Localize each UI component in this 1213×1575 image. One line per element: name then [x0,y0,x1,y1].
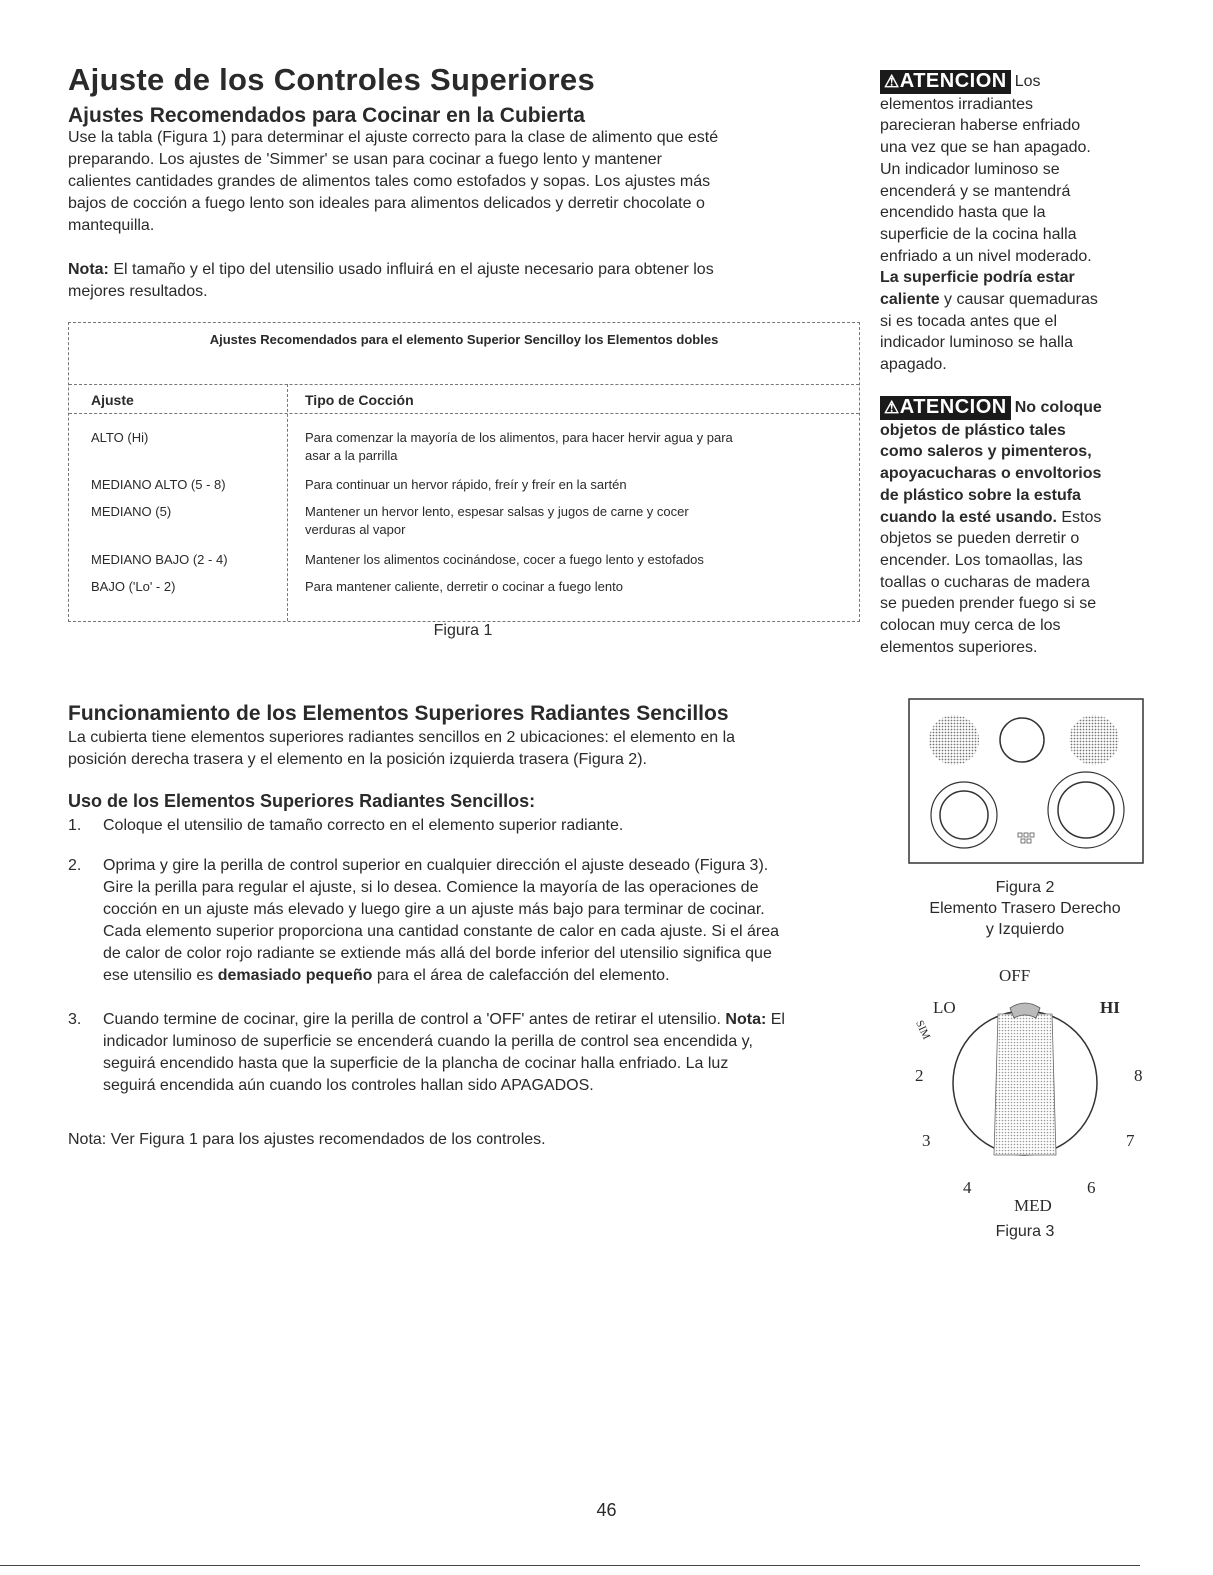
step-2 [68,855,883,987]
rear-right-element [1069,715,1119,765]
step-text: de calor de color rojo radiante se extiende más allá del borde inferior del utensilio significa que [103,945,772,962]
table-cell-setting: MEDIANO BAJO (2 - 4) [91,552,228,567]
table-cell-setting: MEDIANO ALTO (5 - 8) [91,477,226,492]
rear-left-element [929,715,979,765]
warning-text: encenderá y se mantendrá [880,182,1071,200]
note-label: Nota: [68,261,109,278]
knob-label-6: 6 [1087,1178,1096,1197]
section1-note [68,259,858,303]
step-bold-text: Nota: [725,1011,767,1028]
warning-text: indicador luminoso se halla [880,334,1073,352]
warning-bold-text: La superficie podría estar [880,269,1075,287]
warning-text: una vez que se han apagado. [880,139,1091,157]
step-text: para el área de calefacción del elemento. [372,967,670,984]
warning-text: si es tocada antes que el [880,312,1058,330]
warning-text: encender. Los tomaollas, las [880,551,1083,569]
warning-text: y causar quemaduras [939,291,1098,309]
table-cell-cooking: Para continuar un hervor rápido, freír y freír en la sartén [305,477,627,492]
warning-text: elementos superiores. [880,638,1038,656]
figure2-caption [905,877,1145,940]
cell-line: Mantener un hervor lento, espesar salsas y jugos de carne y cocer [305,504,689,519]
step-text: Cuando termine de cocinar, gire la perilla de control a 'OFF' antes de retirar el utensilio. [103,1011,726,1028]
knob-label-hi: HI [1100,998,1120,1017]
knob-label-sim: SIM [913,1018,933,1042]
step-text: Cada elemento superior proporciona una cantidad constante de calor en cada ajuste. Si el área [103,923,779,940]
section1-paragraph [68,127,858,237]
para-line: La cubierta tiene elementos superiores radiantes sencillos en 2 ubicaciones: el elemento en la [68,729,736,746]
step-text: ese utensilio es [103,967,218,984]
cell-line: verduras al vapor [305,522,406,537]
para-line: calientes cantidades grandes de alimentos tales como estofados y sopas. Los ajustes más [68,173,711,190]
page-number: 46 [596,1500,617,1520]
warning-text: Un indicador luminoso se [880,160,1060,178]
step-text: Oprima y gire la perilla de control superior en cualquier dirección el ajuste deseado (Figura 3). [103,857,769,874]
badge-label: ATENCION [899,70,1007,92]
warning-text: Estos [1056,508,1102,526]
step-text: cocción en un ajuste más elevado y luego gire a un ajuste más bajo para terminar de cocinar. [103,901,765,918]
para-line: Use la tabla (Figura 1) para determinar el ajuste correcto para la clase de alimento que esté [68,129,719,146]
knob-label-med: MED [1014,1196,1052,1215]
step-text: Coloque el utensilio de tamaño correcto en el elemento superior radiante. [103,817,624,834]
warning-hot-surface [880,70,1150,376]
step-bold-text: demasiado pequeño [217,967,373,984]
warning-text: elementos irradiantes [880,95,1033,113]
warning-text: colocan muy cerca de los [880,617,1061,635]
section2-paragraph [68,727,868,771]
warning-bold-text: apoyacucharas o envoltorios [880,465,1102,483]
warning-text: enfriado a un nivel moderado. [880,247,1092,265]
warning-text: Los [1014,73,1041,91]
warning-text: se pueden prender fuego si se [880,595,1097,613]
warning-badge [880,396,1011,420]
knob-label-lo: LO [933,998,956,1017]
section2-note: Nota: Ver Figura 1 para los ajustes recomendados de los controles. [68,1131,546,1148]
warning-text: parecieran haberse enfriado [880,117,1081,135]
warning-bold-text: como saleros y pimenteros, [880,443,1092,461]
warning-text: encendido hasta que la [880,204,1046,222]
table-cell-cooking: Para mantener caliente, derretir o cocinar a fuego lento [305,579,623,594]
warning-text: apagado. [880,356,947,374]
warning-bold-text: objetos de plástico tales [880,421,1066,439]
warning-text: superficie de la cocina halla [880,225,1077,243]
step-number: 1. [68,817,82,834]
step-number: 3. [68,1011,82,1028]
para-line: bajos de cocción a fuego lento son ideales para alimentos delicados y derretir chocolate o [68,195,705,212]
warning-bold-text: No coloque [1014,399,1102,417]
step-1 [68,815,883,837]
step-text: El [766,1011,785,1028]
caption-line: y Izquierdo [985,921,1065,938]
note-text-2: mejores resultados. [68,283,208,300]
cooktop-diagram [908,698,1146,866]
para-line: preparando. Los ajustes de 'Simmer' se usan para cocinar a fuego lento y mantener [68,151,663,168]
warning-triangle-icon: ⚠ [884,72,900,91]
settings-table [68,322,860,622]
warning-text: toallas o cucharas de madera [880,573,1090,591]
table-cell-cooking [305,503,850,539]
warning-bold-text: caliente [880,291,940,309]
warning-triangle-icon: ⚠ [884,398,900,417]
caption-line: Elemento Trasero Derecho [929,900,1121,917]
warning-text: objetos se pueden derretir o [880,530,1080,548]
figure3-caption: Figura 3 [995,1223,1055,1240]
table-cell-setting: BAJO ('Lo' - 2) [91,579,176,594]
para-line: posición derecha trasera y el elemento en la posición izquierda trasera (Figura 2). [68,751,647,768]
warning-badge [880,70,1011,94]
table-col-header-setting: Ajuste [91,392,134,408]
table-cell-cooking [305,429,850,465]
footer-rule [0,1565,1140,1566]
page-title: Ajuste de los Controles Superiores [68,62,595,97]
knob-label-8: 8 [1134,1066,1143,1085]
table-cell-cooking: Mantener los alimentos cocinándose, cocer a fuego lento y estofados [305,552,704,567]
figure1-caption: Figura 1 [433,622,493,639]
section-heading-operation: Funcionamiento de los Elementos Superiores Radiantes Sencillos [68,702,729,725]
note-text: El tamaño y el tipo del utensilio usado influirá en el ajuste necesario para obtener los [108,261,714,278]
cell-line: asar a la parrilla [305,448,398,463]
step-3 [68,1009,883,1097]
badge-label: ATENCION [899,396,1007,418]
table-cell-setting: MEDIANO (5) [91,504,172,519]
knob-label-off: OFF [999,966,1031,985]
knob-label-4: 4 [963,1178,972,1197]
subheading-usage: Uso de los Elementos Superiores Radiantes Sencillos: [68,791,536,811]
step-text: seguirá encendido hasta que la superficie de la plancha de cocinar halla enfriado. La luz [103,1055,729,1072]
table-col-header-cooking: Tipo de Cocción [305,392,414,408]
table-cell-setting: ALTO (Hi) [91,430,149,445]
step-text: Gire la perilla para regular el ajuste, si lo desea. Comience la mayoría de las operaciones de [103,879,759,896]
step-text: seguirá encendida aún cuando los controles hallan sido APAGADOS. [103,1077,594,1094]
step-text: indicador luminoso de superficie se encenderá cuando la perilla de control sea encendida y, [103,1033,753,1050]
warning-bold-text: de plástico sobre la estufa [880,486,1081,504]
warning-bold-text: cuando la esté usando. [880,508,1057,526]
para-line: mantequilla. [68,217,155,234]
knob-label-2: 2 [915,1066,924,1085]
control-knob-diagram [950,990,1100,1180]
cell-line: Para comenzar la mayoría de los alimentos, para hacer hervir agua y para [305,430,733,445]
caption-line: Figura 2 [995,879,1055,896]
step-number: 2. [68,857,82,874]
section-heading-recommended: Ajustes Recomendados para Cocinar en la Cubierta [68,104,585,127]
warning-plastic [880,396,1155,658]
knob-label-3: 3 [922,1131,931,1150]
table-title: Ajustes Recomendados para el elemento Superior Sencilloy los Elementos dobles [209,332,719,347]
knob-label-7: 7 [1126,1131,1135,1150]
knob-grip [994,1014,1056,1155]
